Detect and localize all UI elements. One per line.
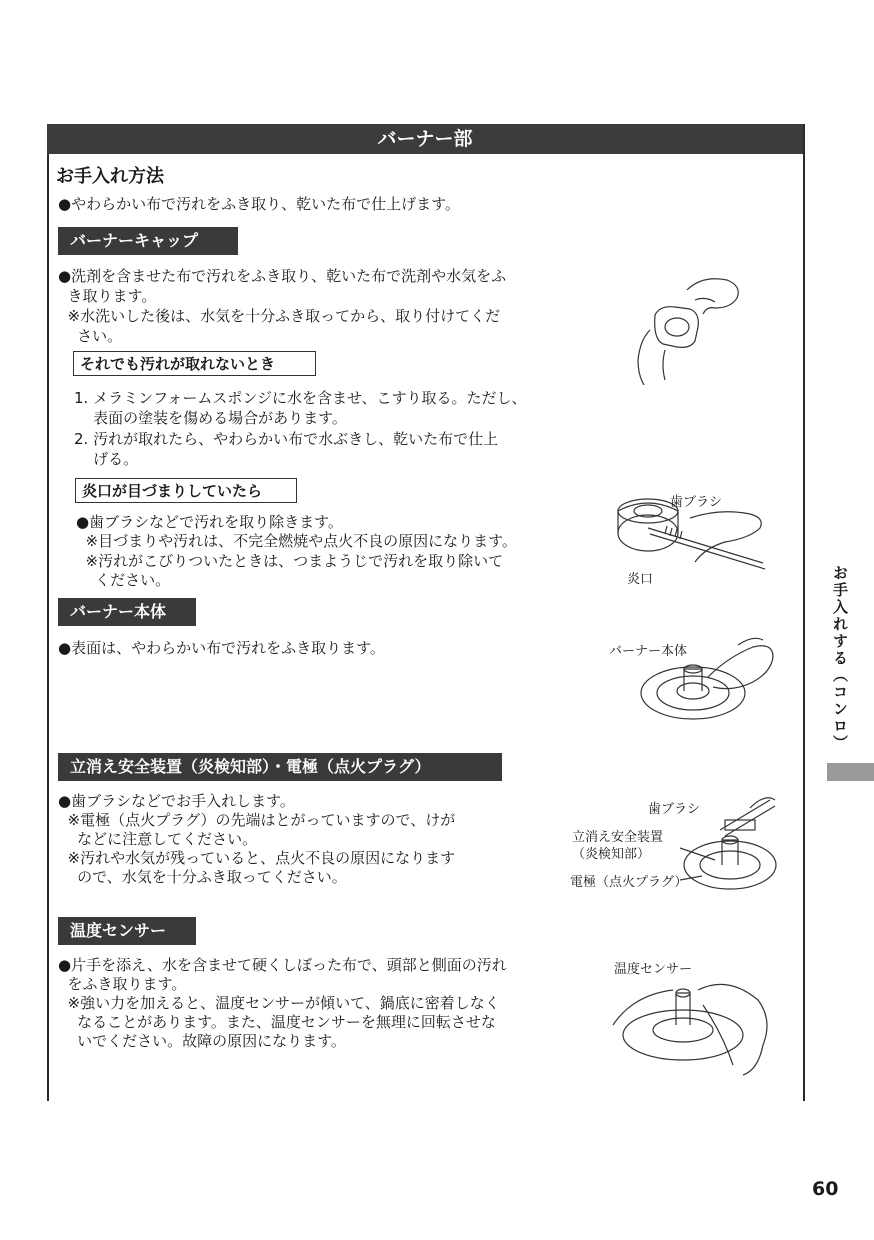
section-title: バーナー部 [47,124,803,154]
burner-cap-heading: バーナーキャップ [58,227,238,255]
temp-sensor-illustration [608,975,778,1080]
label-burner-body: バーナー本体 [609,644,688,659]
safety-device-illustration [680,790,780,900]
temp-line-5: いでください。故障の原因になります。 [58,1032,346,1050]
page-number: 60 [812,1178,839,1200]
burner-body-illustration [638,635,778,730]
label-toothbrush-safety: 歯ブラシ [648,802,701,817]
burner-cap-line-1: ●洗剤を含ませた布で汚れをふき取り、乾いた布で洗剤や水気をふ [58,267,507,285]
temp-line-1: ●片手を添え、水を含ませて硬くしぼった布で、頭部と側面の汚れ [58,956,507,974]
burner-cap-line-2: き取ります。 [58,287,157,305]
safety-line-1: ●歯ブラシなどでお手入れします。 [58,792,295,810]
stubborn-line-3: 2. 汚れが取れたら、やわらかい布で水ぶきし、乾いた布で仕上 [74,430,499,448]
label-toothbrush-cap: 歯ブラシ [670,495,723,510]
burner-body-heading: バーナー本体 [58,598,196,626]
safety-device-heading: 立消え安全装置（炎検知部）・電極（点火プラグ） [58,753,502,781]
clogged-line-1: ●歯ブラシなどで汚れを取り除きます。 [76,513,343,531]
stubborn-line-2: 表面の塗装を傷める場合があります。 [74,409,347,427]
stubborn-heading: それでも汚れが取れないとき [73,351,316,376]
temp-line-2: をふき取ります。 [58,975,187,993]
clogged-line-4: ください。 [76,571,171,589]
burner-cap-line-4: さい。 [58,327,123,345]
side-tab-marker [827,763,874,781]
burner-body-text: ●表面は、やわらかい布で汚れをふき取ります。 [58,639,385,657]
safety-line-2: ※電極（点火プラグ）の先端はとがっていますので、けが [58,811,456,829]
temp-sensor-heading: 温度センサー [58,917,196,945]
clogged-heading: 炎口が目づまりしていたら [75,478,297,503]
label-safety-device-2: （炎検知部） [572,847,651,862]
label-temp-sensor: 温度センサー [614,962,693,977]
safety-line-4: ※汚れや水気が残っていると、点火不良の原因になります [58,849,456,867]
burner-cap-line-3: ※水洗いした後は、水気を十分ふき取ってから、取り付けてくだ [58,307,501,325]
safety-line-5: ので、水気を十分ふき取ってください。 [58,868,347,886]
label-flame-port: 炎口 [627,572,654,587]
safety-line-3: などに注意してください。 [58,830,258,848]
clogged-line-3: ※汚れがこびりついたときは、つまようじで汚れを取り除いて [76,552,504,570]
temp-line-3: ※強い力を加えると、温度センサーが傾いて、鍋底に密着しなく [58,994,500,1012]
temp-line-4: なることがあります。また、温度センサーを無理に回転させな [58,1013,496,1031]
label-safety-device-1: 立消え安全装置 [572,830,664,845]
care-method-heading: お手入れ方法 [56,166,164,187]
side-tab-care-stove: お手入れする（コンロ） [831,565,849,752]
clogged-line-2: ※目づまりや汚れは、不完全燃焼や点火不良の原因になります。 [76,532,517,550]
label-electrode: 電極（点火プラグ） [570,875,688,890]
care-method-text: ●やわらかい布で汚れをふき取り、乾いた布で仕上げます。 [58,195,460,213]
stubborn-line-1: 1. メラミンフォームスポンジに水を含ませ、こすり取る。ただし、 [74,389,527,407]
stubborn-line-4: げる。 [74,450,139,468]
burner-cap-wipe-illustration [625,270,745,385]
